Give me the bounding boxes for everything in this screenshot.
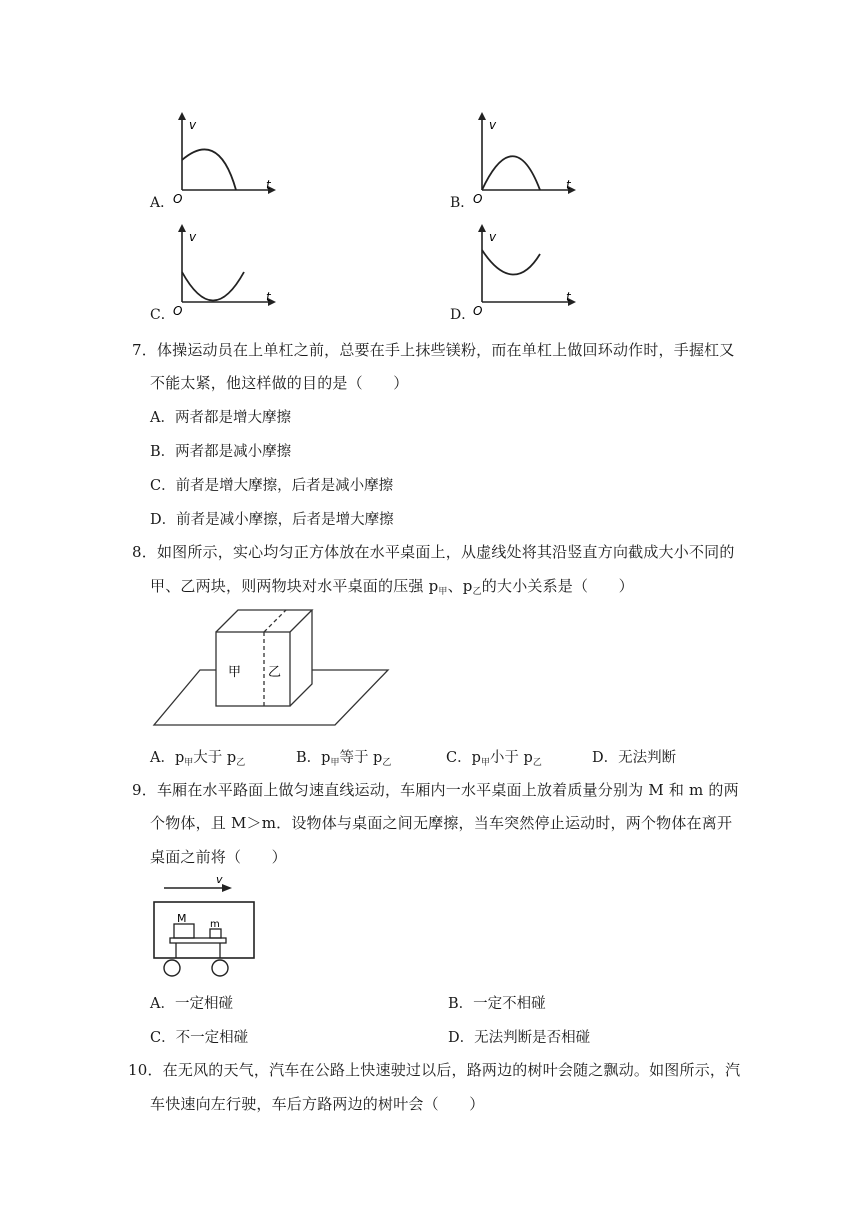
origin-label: O	[473, 192, 483, 205]
mass-M-label: M	[177, 912, 187, 925]
q9-option-c[interactable]: C．不一定相碰	[150, 1030, 249, 1046]
block-jia-label: 甲	[228, 665, 242, 680]
graph-label-a: A．	[150, 195, 175, 211]
graph-label-b: B．	[450, 195, 475, 211]
q10-stem-line1: 10．在无风的天气，汽车在公路上快速驶过以后，路两边的树叶会随之飘动。如图所示，汽	[128, 1061, 741, 1079]
q9-stem-line1: 9．车厢在水平路面上做匀速直线运动，车厢内一水平桌面上放着质量分别为 M 和 m 的两	[132, 781, 739, 799]
origin-label: O	[173, 192, 183, 205]
q8-stem-line2: 甲、乙两块，则两物块对水平桌面的压强 $p_甲$、$p_乙$的大小关系是（ ）	[150, 577, 634, 597]
vt-graph-d	[468, 222, 578, 317]
q7-option-a[interactable]: A．两者都是增大摩擦	[150, 410, 291, 426]
axis-v-label: v	[189, 118, 197, 132]
axis-t-label: t	[266, 290, 271, 304]
axis-v-label: v	[489, 118, 497, 132]
q8-option-d[interactable]: D．无法判断	[592, 750, 677, 766]
q8-option-a[interactable]: A．$p_甲$大于 $p_乙$	[150, 750, 246, 768]
vt-graph-a	[168, 110, 278, 205]
q10-stem-line2: 车快速向左行驶，车后方路两边的树叶会（ ）	[150, 1095, 485, 1113]
q9-stem-line3: 桌面之前将（ ）	[150, 848, 287, 866]
q8-option-c[interactable]: C．$p_甲$小于 $p_乙$	[446, 750, 542, 768]
origin-label: O	[473, 304, 483, 317]
q9-option-a[interactable]: A．一定相碰	[150, 996, 233, 1012]
origin-label: O	[173, 304, 183, 317]
q9-option-d[interactable]: D．无法判断是否相碰	[448, 1030, 591, 1046]
vt-graph-b	[468, 110, 578, 205]
q7-stem-line1: 7．体操运动员在上单杠之前，总要在手上抹些镁粉，而在单杠上做回环动作时，手握杠又	[132, 341, 735, 359]
q7-option-b[interactable]: B．两者都是减小摩擦	[150, 444, 292, 460]
q8-option-b[interactable]: B．$p_甲$等于 $p_乙$	[296, 750, 392, 768]
axis-v-label: v	[489, 230, 497, 244]
graph-label-d: D．	[450, 307, 476, 323]
vt-graph-c	[168, 222, 278, 317]
q7-stem-line2: 不能太紧，他这样做的目的是（ ）	[150, 374, 409, 392]
axis-v-label: v	[189, 230, 197, 244]
q9-stem-line2: 个物体，且 M＞m．设物体与桌面之间无摩擦，当车突然停止运动时，两个物体在离开	[150, 814, 733, 832]
velocity-label: v	[216, 873, 223, 886]
q7-option-d[interactable]: D．前者是减小摩擦，后者是增大摩擦	[150, 512, 394, 528]
q7-option-c[interactable]: C．前者是增大摩擦，后者是减小摩擦	[150, 478, 394, 494]
axis-t-label: t	[566, 290, 571, 304]
q9-option-b[interactable]: B．一定不相碰	[448, 996, 546, 1012]
mass-m-label: m	[210, 919, 220, 930]
graph-label-c: C．	[150, 307, 175, 323]
q8-stem-line1: 8．如图所示，实心均匀正方体放在水平桌面上，从虚线处将其沿竖直方向截成大小不同的	[132, 543, 735, 561]
train-car-figure	[150, 872, 260, 982]
block-yi-label: 乙	[268, 665, 282, 680]
cube-on-table-figure	[150, 605, 400, 730]
axis-t-label: t	[566, 178, 571, 192]
axis-t-label: t	[266, 178, 271, 192]
